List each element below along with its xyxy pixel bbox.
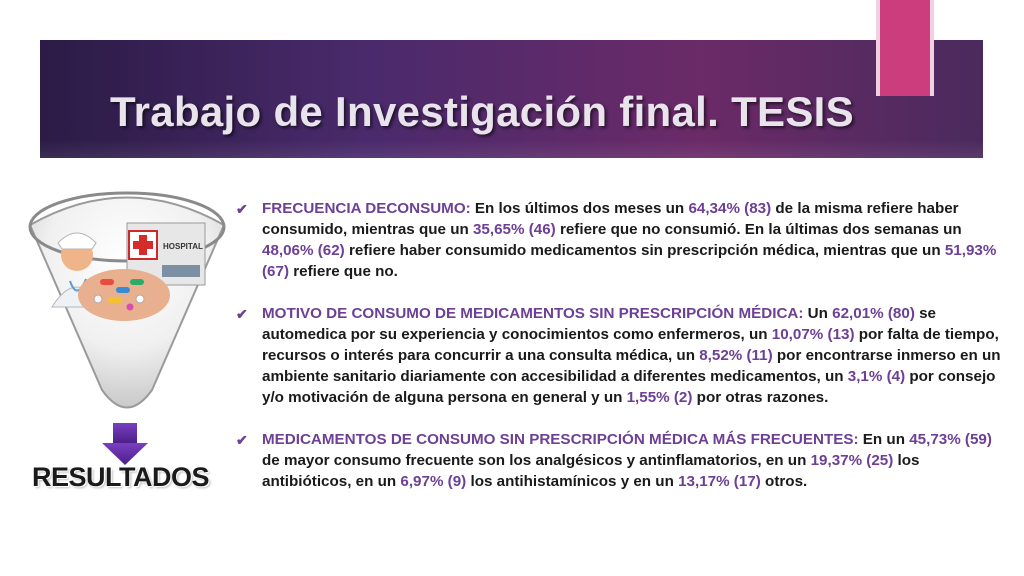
checkmark-icon: ✔ [236, 306, 248, 322]
results-label: RESULTADOS [32, 462, 209, 492]
bullet-text: los antihistamínicos y en un [466, 473, 679, 490]
slide-title: Trabajo de Investigación final. TESIS [110, 88, 854, 135]
percentage-value: 35,65% (46) [472, 221, 556, 238]
bullet-motivo-consumo [236, 303, 1006, 408]
percentage-value: 13,17% (17) [678, 473, 761, 490]
down-arrow-icon [102, 423, 148, 465]
bullet-text: por consejo y/o motivación de alguna persona en general y un [262, 368, 996, 406]
bullet-text: por encontrarse inmerso en un ambiente sanitario diariamente con accesibilidad a diferentes medicamentos, un [262, 347, 1001, 385]
percentage-value: 1,55% (2) [626, 389, 693, 406]
bullet-text: por otras razones. [692, 389, 829, 406]
bullet-text: refiere que no consumió. En la últimas dos semanas un [555, 221, 962, 238]
percentage-value: 62,01% (80) [832, 305, 915, 322]
bullet-text: refiere que no. [289, 263, 398, 280]
decorative-pink-tab [876, 0, 934, 96]
pills-in-hand-icon [78, 269, 170, 321]
bullet-heading: MOTIVO DE CONSUMO DE MEDICAMENTOS SIN PRESCRIPCIÓN MÉDICA: [262, 305, 804, 322]
bullet-text: En los últimos dos meses un [470, 200, 689, 217]
results-bullet-list [236, 198, 1006, 492]
bullet-text: se automedica por su experiencia y conocimientos como enfermeros, un [262, 305, 937, 343]
hospital-sign-text: HOSPITAL [163, 242, 203, 251]
bullet-frecuencia-consumo [236, 198, 1006, 282]
bullet-text: de la misma refiere haber consumido, mientras que un [262, 200, 959, 238]
percentage-value: 10,07% (13) [771, 326, 855, 343]
bullet-text: Un [803, 305, 833, 322]
percentage-value: 8,52% (11) [699, 347, 773, 364]
percentage-value: 51,93% (67) [262, 242, 997, 280]
results-funnel-illustration [12, 175, 242, 465]
bullet-medicamentos-frecuentes [236, 429, 1006, 492]
bullet-text: por falta de tiempo, recursos o interés para concurrir a una consulta médica, un [262, 326, 999, 364]
checkmark-icon: ✔ [236, 432, 248, 448]
percentage-value: 48,06% (62) [262, 242, 345, 259]
bullet-text: En un [858, 431, 910, 448]
percentage-value: 45,73% (59) [909, 431, 992, 448]
percentage-value: 19,37% (25) [810, 452, 894, 469]
bullet-heading: MEDICAMENTOS DE CONSUMO SIN PRESCRIPCIÓN MÉDICA MÁS FRECUENTES: [262, 431, 859, 448]
percentage-value: 3,1% (4) [847, 368, 906, 385]
checkmark-icon: ✔ [236, 201, 248, 217]
bullet-text: los antibióticos, en un [262, 452, 920, 490]
percentage-value: 64,34% (83) [688, 200, 772, 217]
bullet-text: de mayor consumo frecuente son los analgésicos y antinflamatorios, en un [262, 452, 811, 469]
percentage-value: 6,97% (9) [400, 473, 467, 490]
bullet-heading: FRECUENCIA DECONSUMO: [262, 200, 471, 217]
bullet-text: otros. [760, 473, 808, 490]
bullet-text: refiere haber consumido medicamentos sin prescripción médica, mientras que un [344, 242, 945, 259]
